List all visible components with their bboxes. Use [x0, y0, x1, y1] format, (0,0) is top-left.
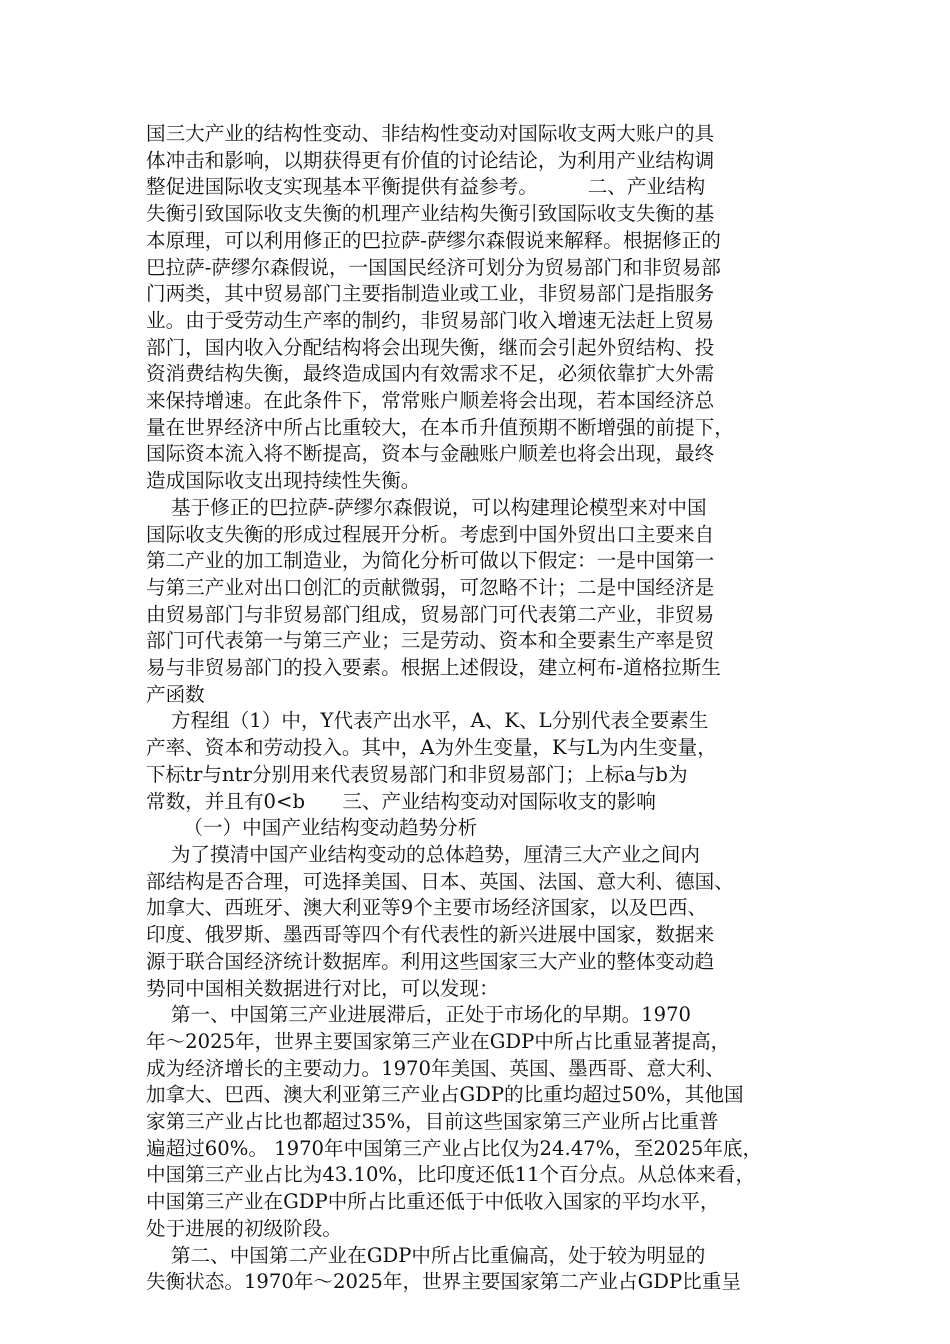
text-line: 中国第三产业在GDP中所占比重还低于中低收入国家的平均水平，	[146, 1190, 720, 1214]
text-line: 与第三产业对出口创汇的贡献微弱，可忽略不计；二是中国经济是	[146, 575, 715, 599]
section-heading: （一）中国产业结构变动趋势分析	[146, 816, 478, 840]
text-line: 第二、中国第二产业在GDP中所占比重偏高，处于较为明显的	[146, 1243, 706, 1267]
text-line: 造成国际收支出现持续性失衡。	[146, 469, 421, 493]
text-line: 国际资本流入将不断提高，资本与金融账户顺差也将会出现，最终	[146, 442, 715, 466]
text-line: 国三大产业的结构性变动、非结构性变动对国际收支两大账户的具	[146, 122, 715, 145]
text-line: 下标tr与ntr分别用来代表贸易部门和非贸易部门；上标a与b为	[146, 762, 688, 786]
text-line: 成为经济增长的主要动力。1970年美国、英国、墨西哥、意大利、	[146, 1056, 725, 1080]
text-line: 年～2025年，世界主要国家第三产业在GDP中所占比重显著提高，	[146, 1029, 731, 1053]
text-line: 加拿大、巴西、澳大利亚第三产业占GDP的比重均超过50%，其他国	[146, 1083, 744, 1107]
text-line: 遍超过60%。 1970年中国第三产业占比仅为24.47%，至2025年底，	[146, 1136, 763, 1160]
text-line: 体冲击和影响，以期获得更有价值的讨论结论，为利用产业结构调	[146, 148, 715, 172]
text-line: 常数，并且有0<b 三、产业结构变动对国际收支的影响	[146, 789, 656, 813]
text-line: 部门可代表第一与第三产业；三是劳动、资本和全要素生产率是贸	[146, 629, 715, 653]
text-line: 势同中国相关数据进行对比，可以发现：	[146, 976, 499, 1000]
text-line: 印度、俄罗斯、墨西哥等四个有代表性的新兴进展中国家，数据来	[146, 923, 715, 947]
text-line: 易与非贸易部门的投入要素。根据上述假设，建立柯布-道格拉斯生	[146, 656, 721, 680]
text-line: 整促进国际收支实现基本平衡提供有益参考。 二、产业结构	[146, 175, 706, 199]
text-line: 失衡引致国际收支失衡的机理产业结构失衡引致国际收支失衡的基	[146, 202, 715, 226]
text-line: 部结构是否合理，可选择美国、日本、英国、法国、意大利、德国、	[146, 869, 734, 893]
text-line: 巴拉萨-萨缪尔森假说，一国国民经济可划分为贸易部门和非贸易部	[146, 255, 721, 279]
text-line: 源于联合国经济统计数据库。利用这些国家三大产业的整体变动趋	[146, 949, 715, 973]
text-line: 业。由于受劳动生产率的制约，非贸易部门收入增速无法赶上贸易	[146, 308, 715, 332]
text-line: 门两类，其中贸易部门主要指制造业或工业，非贸易部门是指服务	[146, 282, 715, 306]
text-line: 国际收支失衡的形成过程展开分析。考虑到中国外贸出口主要来自	[146, 522, 715, 546]
text-line: 基于修正的巴拉萨-萨缪尔森假说，可以构建理论模型来对中国	[146, 495, 707, 519]
text-line: 中国第三产业占比为43.10%，比印度还低11个百分点。从总体来看，	[146, 1163, 756, 1187]
text-line: 产率、资本和劳动投入。其中，A为外生变量，K与L为内生变量，	[146, 736, 717, 760]
text-line: 加拿大、西班牙、澳大利亚等9个主要市场经济国家，以及巴西、	[146, 896, 708, 920]
text-line: 第一、中国第三产业进展滞后，正处于市场化的早期。1970	[146, 1003, 692, 1027]
text-line: 产函数	[146, 682, 205, 706]
text-line: 来保持增速。在此条件下，常常账户顺差将会出现，若本国经济总	[146, 389, 715, 413]
text-line: 量在世界经济中所占比重较大，在本币升值预期不断增强的前提下，	[146, 415, 734, 439]
text-line: 本原理，可以利用修正的巴拉萨-萨缪尔森假说来解释。根据修正的	[146, 228, 721, 252]
text-line: 由贸易部门与非贸易部门组成，贸易部门可代表第二产业，非贸易	[146, 602, 715, 626]
text-line: 失衡状态。1970年～2025年，世界主要国家第二产业占GDP比重呈	[146, 1270, 741, 1294]
text-line: 第二产业的加工制造业，为简化分析可做以下假定：一是中国第一	[146, 549, 715, 573]
text-line: 为了摸清中国产业结构变动的总体趋势，厘清三大产业之间内	[146, 842, 700, 866]
text-line: 资消费结构失衡，最终造成国内有效需求不足，必须依靠扩大外需	[146, 362, 715, 386]
text-line: 家第三产业占比也都超过35%，目前这些国家第三产业所占比重普	[146, 1110, 719, 1134]
text-line: 处于进展的初级阶段。	[146, 1216, 342, 1240]
body-text	[146, 121, 806, 1296]
text-line: 部门，国内收入分配结构将会出现失衡，继而会引起外贸结构、投	[146, 335, 715, 359]
text-line: 方程组（1）中，Y代表产出水平，A、K、L分别代表全要素生	[146, 709, 709, 733]
